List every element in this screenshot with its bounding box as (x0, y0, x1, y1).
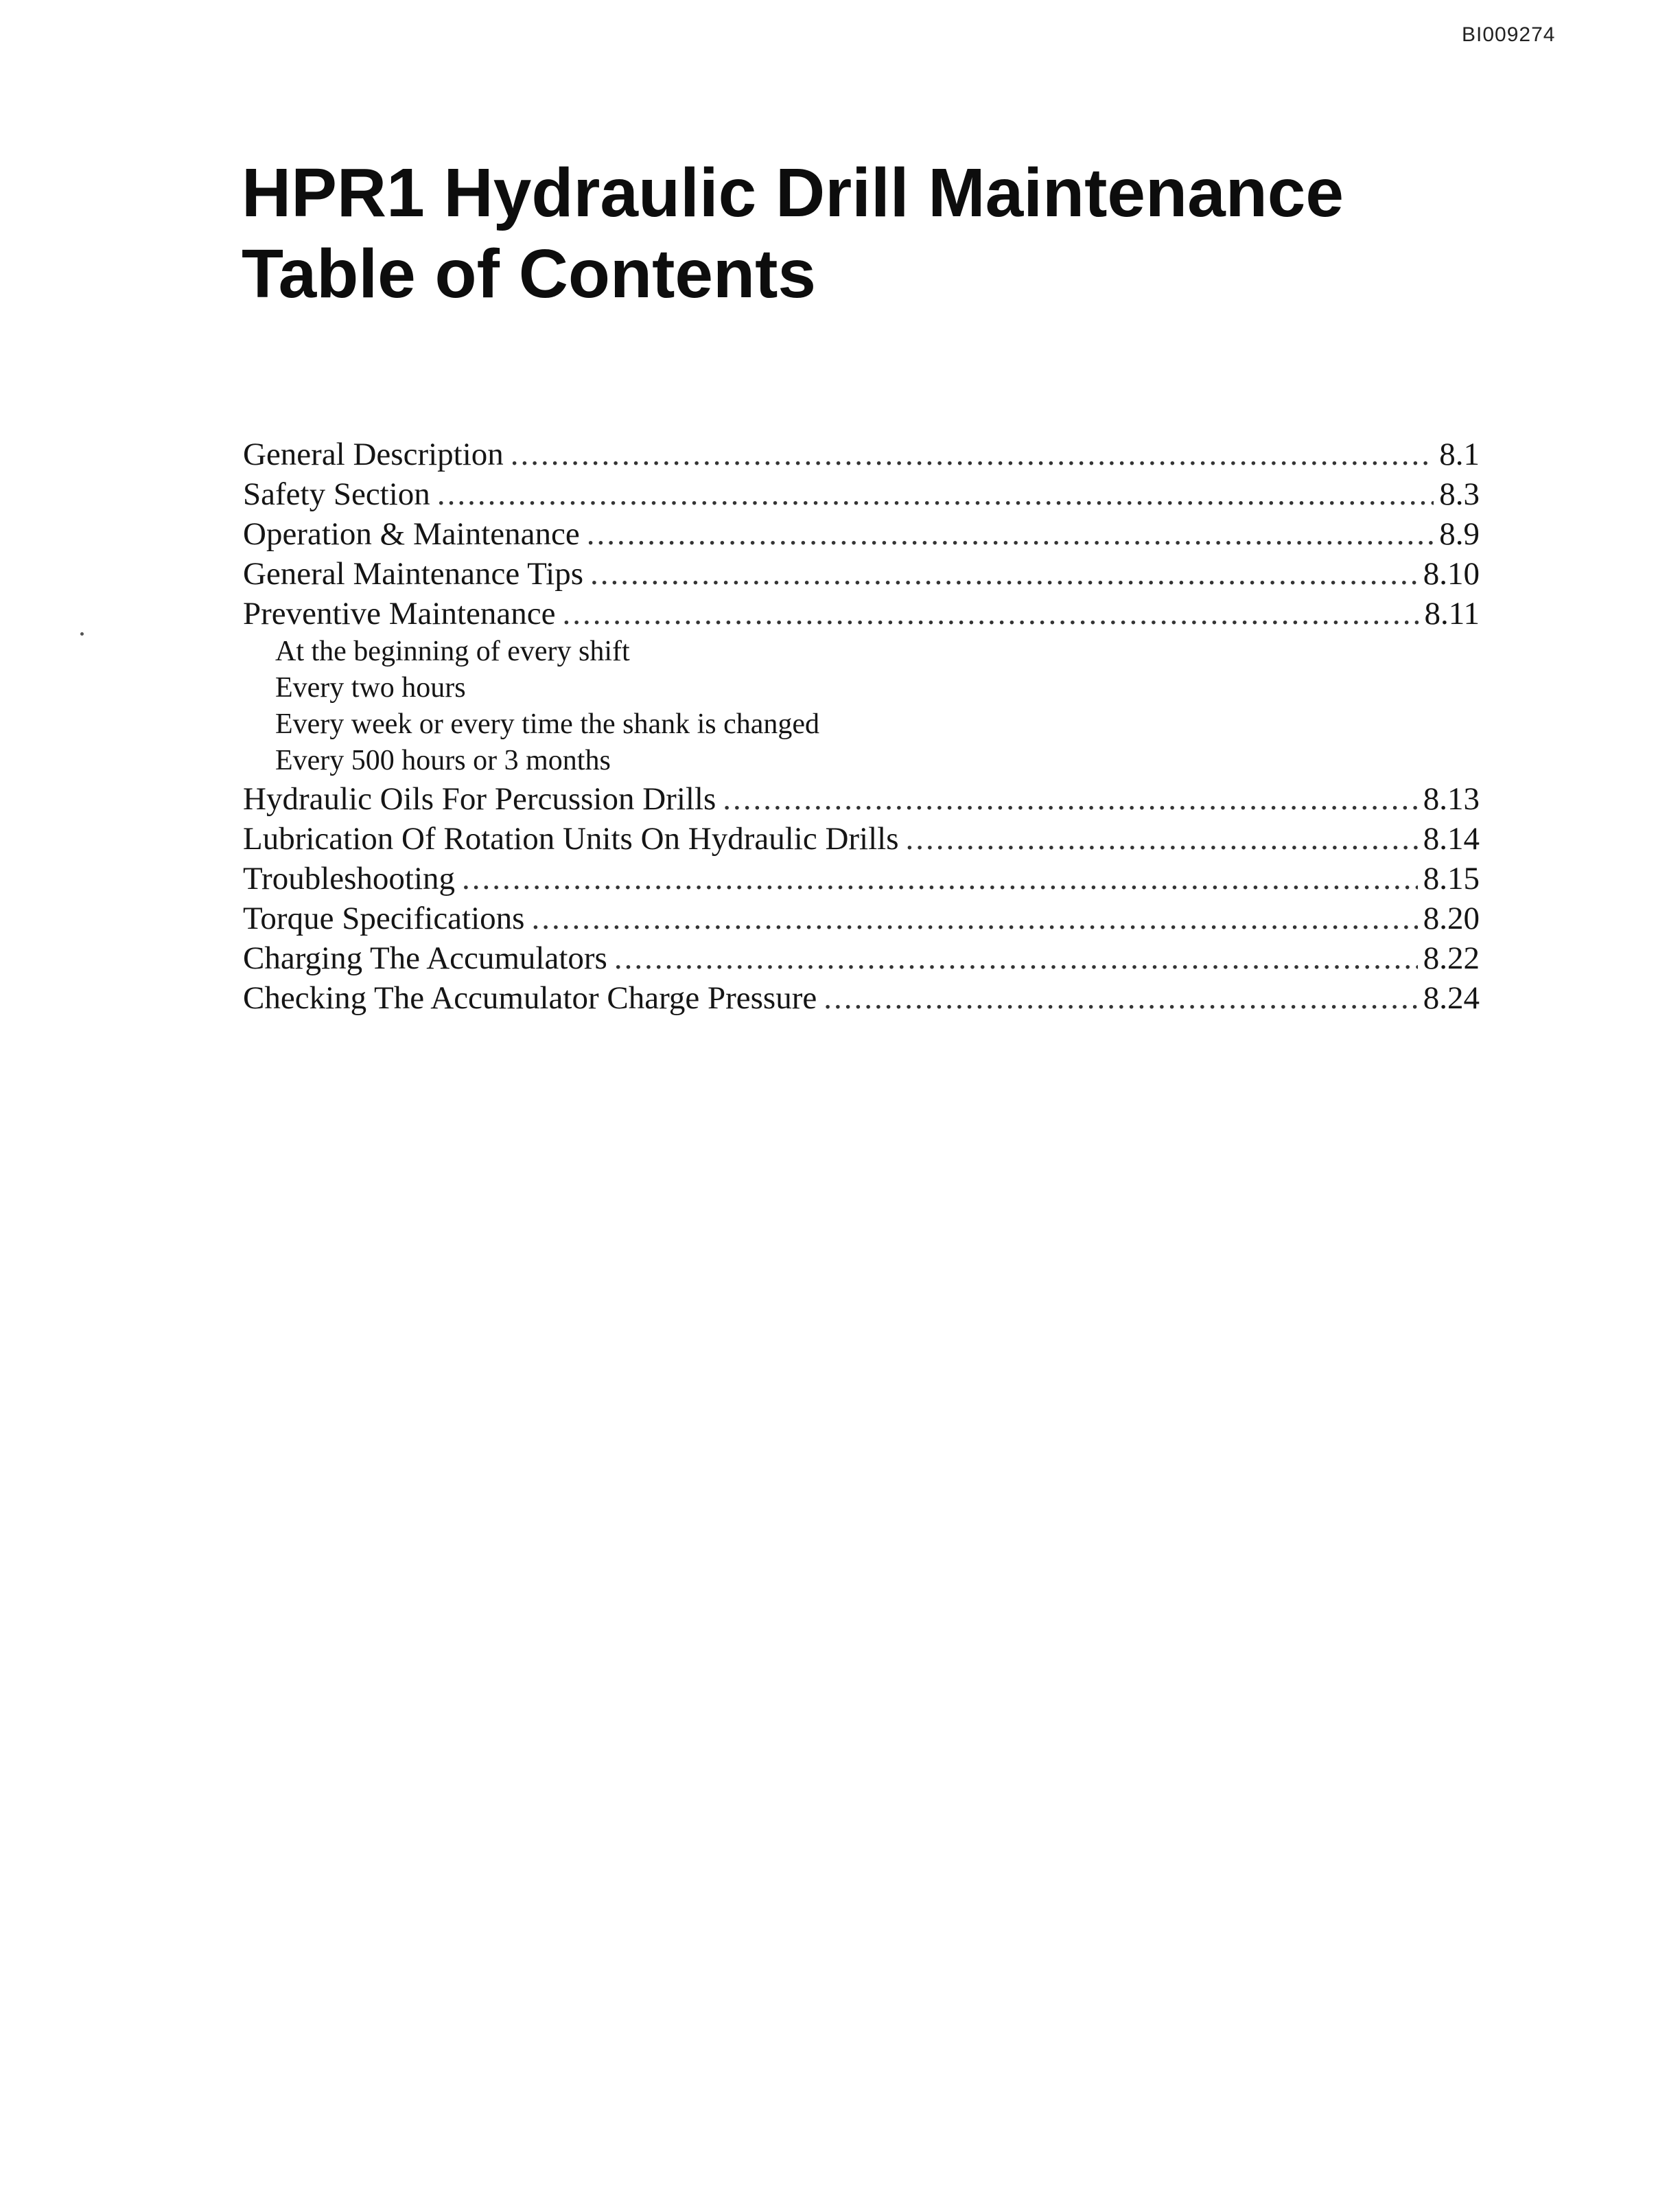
toc-dot-leader (562, 594, 1419, 634)
toc-entry-page: 8.9 (1439, 516, 1480, 552)
toc-entry-label: Lubrication Of Rotation Units On Hydraulic Drills (243, 821, 899, 857)
toc-entry-page: 8.1 (1439, 437, 1480, 472)
toc-entry-general-maintenance-tips[interactable] (243, 554, 1480, 594)
toc-dot-leader (462, 859, 1418, 899)
toc-entry-page: 8.22 (1423, 940, 1480, 976)
document-id: BI009274 (1462, 23, 1556, 46)
toc-dot-leader (587, 514, 1434, 554)
page-title (242, 152, 1344, 314)
toc-entry-label: Safety Section (243, 476, 430, 512)
toc-dot-leader (723, 779, 1417, 819)
toc-entry-lubrication-rotation-units[interactable] (243, 819, 1480, 859)
toc-entry-troubleshooting[interactable] (243, 859, 1480, 899)
toc-dot-leader (590, 554, 1418, 594)
toc-entry-hydraulic-oils[interactable] (243, 779, 1480, 819)
toc-dot-leader (511, 435, 1434, 474)
toc-entry-page: 8.24 (1423, 980, 1480, 1016)
toc-entry-preventive-maintenance[interactable] (243, 594, 1480, 634)
toc-entry-charging-accumulators[interactable] (243, 938, 1480, 978)
title-line-2: Table of Contents (242, 235, 817, 312)
toc-entry-page: 8.13 (1423, 781, 1480, 817)
toc-dot-leader (437, 474, 1434, 514)
toc-entry-page: 8.11 (1424, 596, 1480, 632)
toc-subitem: Every 500 hours or 3 months (275, 745, 611, 776)
title-line-1: HPR1 Hydraulic Drill Maintenance (242, 154, 1344, 231)
toc-entry-operation-maintenance[interactable] (243, 514, 1480, 554)
toc-dot-leader (531, 899, 1417, 938)
toc-entry-general-description[interactable] (243, 435, 1480, 474)
toc-subitem: Every week or every time the shank is changed (275, 708, 820, 740)
toc-dot-leader (614, 938, 1418, 978)
toc-subitem: At the beginning of every shift (275, 636, 630, 667)
toc-entry-page: 8.10 (1423, 556, 1480, 592)
toc-entry-page: 8.15 (1423, 861, 1480, 896)
toc-entry-page: 8.3 (1439, 476, 1480, 512)
toc-dot-leader (824, 978, 1418, 1018)
toc-entry-checking-accumulator-pressure[interactable] (243, 978, 1480, 1018)
toc-subitem: Every two hours (275, 672, 466, 704)
toc-dot-leader (906, 819, 1418, 859)
toc-entry-label: General Maintenance Tips (243, 556, 584, 592)
toc-entry-label: Torque Specifications (243, 901, 525, 936)
toc-entry-page: 8.20 (1423, 901, 1480, 936)
toc-entry-torque-specifications[interactable] (243, 899, 1480, 938)
toc-entry-label: Troubleshooting (243, 861, 456, 896)
toc-entry-safety-section[interactable] (243, 474, 1480, 514)
toc-entry-label: Preventive Maintenance (243, 596, 556, 632)
stray-mark (80, 632, 84, 636)
table-of-contents (243, 435, 1480, 1018)
toc-entry-label: General Description (243, 437, 504, 472)
toc-entry-label: Checking The Accumulator Charge Pressure (243, 980, 817, 1016)
toc-entry-label: Hydraulic Oils For Percussion Drills (243, 781, 716, 817)
toc-entry-label: Operation & Maintenance (243, 516, 580, 552)
toc-entry-label: Charging The Accumulators (243, 940, 607, 976)
toc-entry-page: 8.14 (1423, 821, 1480, 857)
